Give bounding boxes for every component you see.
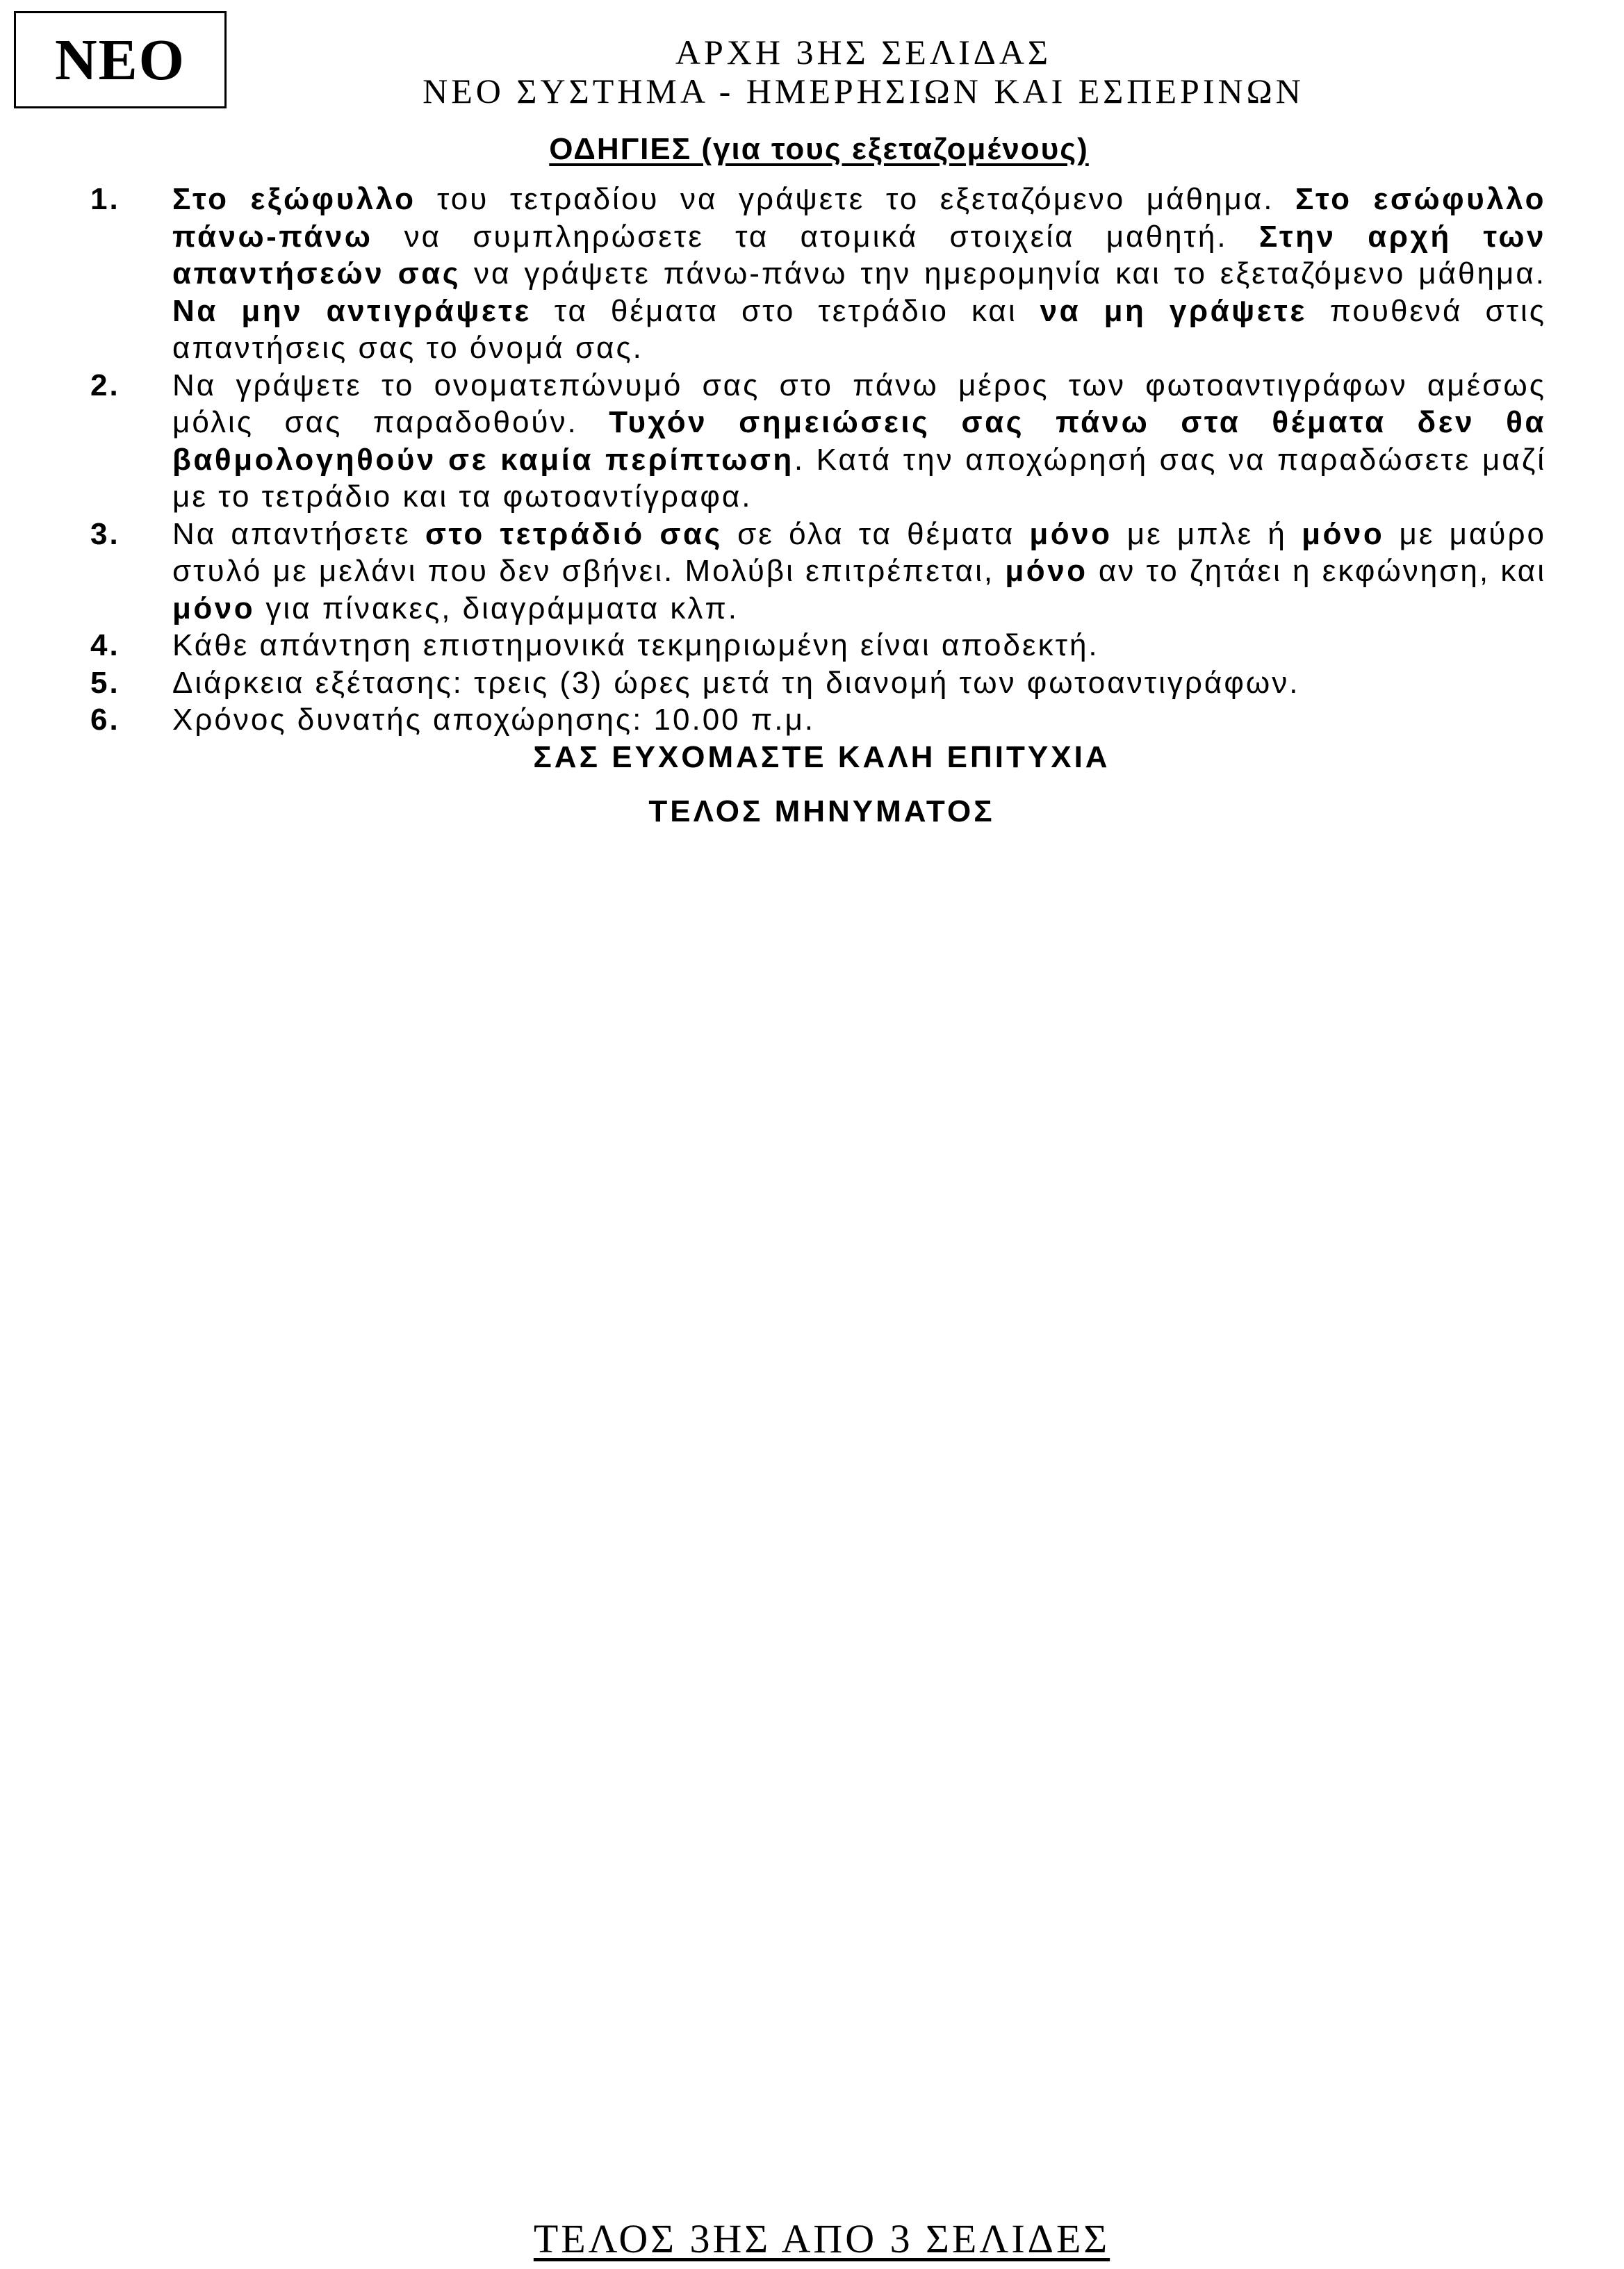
instruction-text: αν το ζητάει η εκφώνηση, και bbox=[1088, 554, 1546, 588]
page-footer: ΤΕΛΟΣ 3ΗΣ ΑΠΟ 3 ΣΕΛΙΔΕΣ bbox=[533, 2216, 1110, 2261]
instruction-text: για πίνακες, διαγράμματα κλπ. bbox=[255, 591, 739, 625]
end-of-message: ΤΕΛΟΣ ΜΗΝΥΜΑΤΟΣ bbox=[648, 794, 995, 828]
instruction-emphasis: Στο εξώφυλλο bbox=[172, 182, 416, 216]
instruction-emphasis: να μη γράψετε bbox=[1040, 293, 1307, 328]
instruction-text: Να γράψετε το ονοματεπώνυμό σας στο πάνω μέρος των φωτοαντιγράφων αμέσως μόλις σας παραδοθούν. bbox=[172, 368, 1546, 439]
instruction-text: Χρόνος δυνατής αποχώρησης: 10.00 π.μ. bbox=[172, 703, 816, 737]
instruction-item bbox=[90, 516, 1546, 628]
instruction-emphasis: μόνο bbox=[172, 591, 256, 625]
good-luck-message: ΣΑΣ ΕΥΧΟΜΑΣΤΕ ΚΑΛΗ ΕΠΙΤΥΧΙΑ bbox=[533, 740, 1110, 774]
instruction-emphasis: Τυχόν σημειώσεις σας πάνω στα θέματα δεν θα βαθμολογηθούν σε καμία περίπτωση bbox=[172, 405, 1546, 477]
instruction-text: πουθενά στις απαντήσεις σας το όνομά σας. bbox=[172, 293, 1546, 365]
instruction-number: 2. bbox=[90, 368, 120, 402]
instruction-emphasis: στο τετράδιό σας bbox=[425, 516, 723, 551]
instruction-emphasis: μόνο bbox=[1005, 554, 1088, 588]
instructions-list bbox=[90, 181, 1546, 739]
instruction-text: με μαύρο στυλό με μελάνι που δεν σβήνει. Μολύβι επιτρέπεται, bbox=[172, 516, 1546, 588]
instruction-text: να συμπληρώσετε τα ατομικά στοιχεία μαθητή. bbox=[372, 219, 1259, 254]
page-header-system: ΝΕΟ ΣΥΣΤΗΜΑ - ΗΜΕΡΗΣΙΩΝ ΚΑΙ ΕΣΠΕΡΙΝΩΝ bbox=[423, 72, 1304, 110]
instruction-emphasis: Να μην αντιγράψετε bbox=[172, 293, 532, 328]
instruction-number: 4. bbox=[90, 628, 120, 662]
instruction-text: σε όλα τα θέματα bbox=[722, 516, 1030, 551]
instruction-text: Κάθε απάντηση επιστημονικά τεκμηριωμένη είναι αποδεκτή. bbox=[172, 628, 1099, 662]
instruction-item bbox=[90, 627, 1546, 664]
instruction-text: . Κατά την αποχώρησή σας να παραδώσετε μαζί με το τετράδιο και τα φωτοαντίγραφα. bbox=[172, 442, 1546, 514]
instructions-title: ΟΔΗΓΙΕΣ (για τους εξεταζομένους) bbox=[549, 132, 1089, 166]
instruction-emphasis: Στο εσώφυλλο πάνω-πάνω bbox=[172, 182, 1546, 254]
instruction-item bbox=[90, 664, 1546, 702]
instruction-number: 5. bbox=[90, 665, 120, 700]
instruction-item bbox=[90, 701, 1546, 739]
instruction-emphasis: μόνο bbox=[1029, 516, 1113, 551]
instruction-text: με μπλε ή bbox=[1112, 516, 1302, 551]
instruction-text: Διάρκεια εξέτασης: τρεις (3) ώρες μετά τη διανομή των φωτοαντιγράφων. bbox=[172, 665, 1300, 700]
neo-badge-label: ΝΕΟ bbox=[54, 27, 186, 92]
instruction-number: 6. bbox=[90, 703, 120, 737]
instruction-item bbox=[90, 181, 1546, 367]
instruction-emphasis: μόνο bbox=[1302, 516, 1385, 551]
instruction-text: Να απαντήσετε bbox=[172, 516, 425, 551]
page-header-start: ΑΡΧΗ 3ΗΣ ΣΕΛΙΔΑΣ bbox=[675, 33, 1052, 72]
instruction-text: του τετραδίου να γράψετε το εξεταζόμενο μάθημα. bbox=[416, 182, 1295, 216]
instruction-number: 3. bbox=[90, 516, 120, 551]
instruction-text: να γράψετε πάνω-πάνω την ημερομηνία και το εξεταζόμενο μάθημα. bbox=[461, 256, 1546, 290]
instruction-number: 1. bbox=[90, 182, 120, 216]
instruction-emphasis: Στην αρχή των απαντήσεών σας bbox=[172, 219, 1546, 290]
instruction-item bbox=[90, 367, 1546, 516]
instruction-text: τα θέματα στο τετράδιο και bbox=[531, 293, 1040, 328]
